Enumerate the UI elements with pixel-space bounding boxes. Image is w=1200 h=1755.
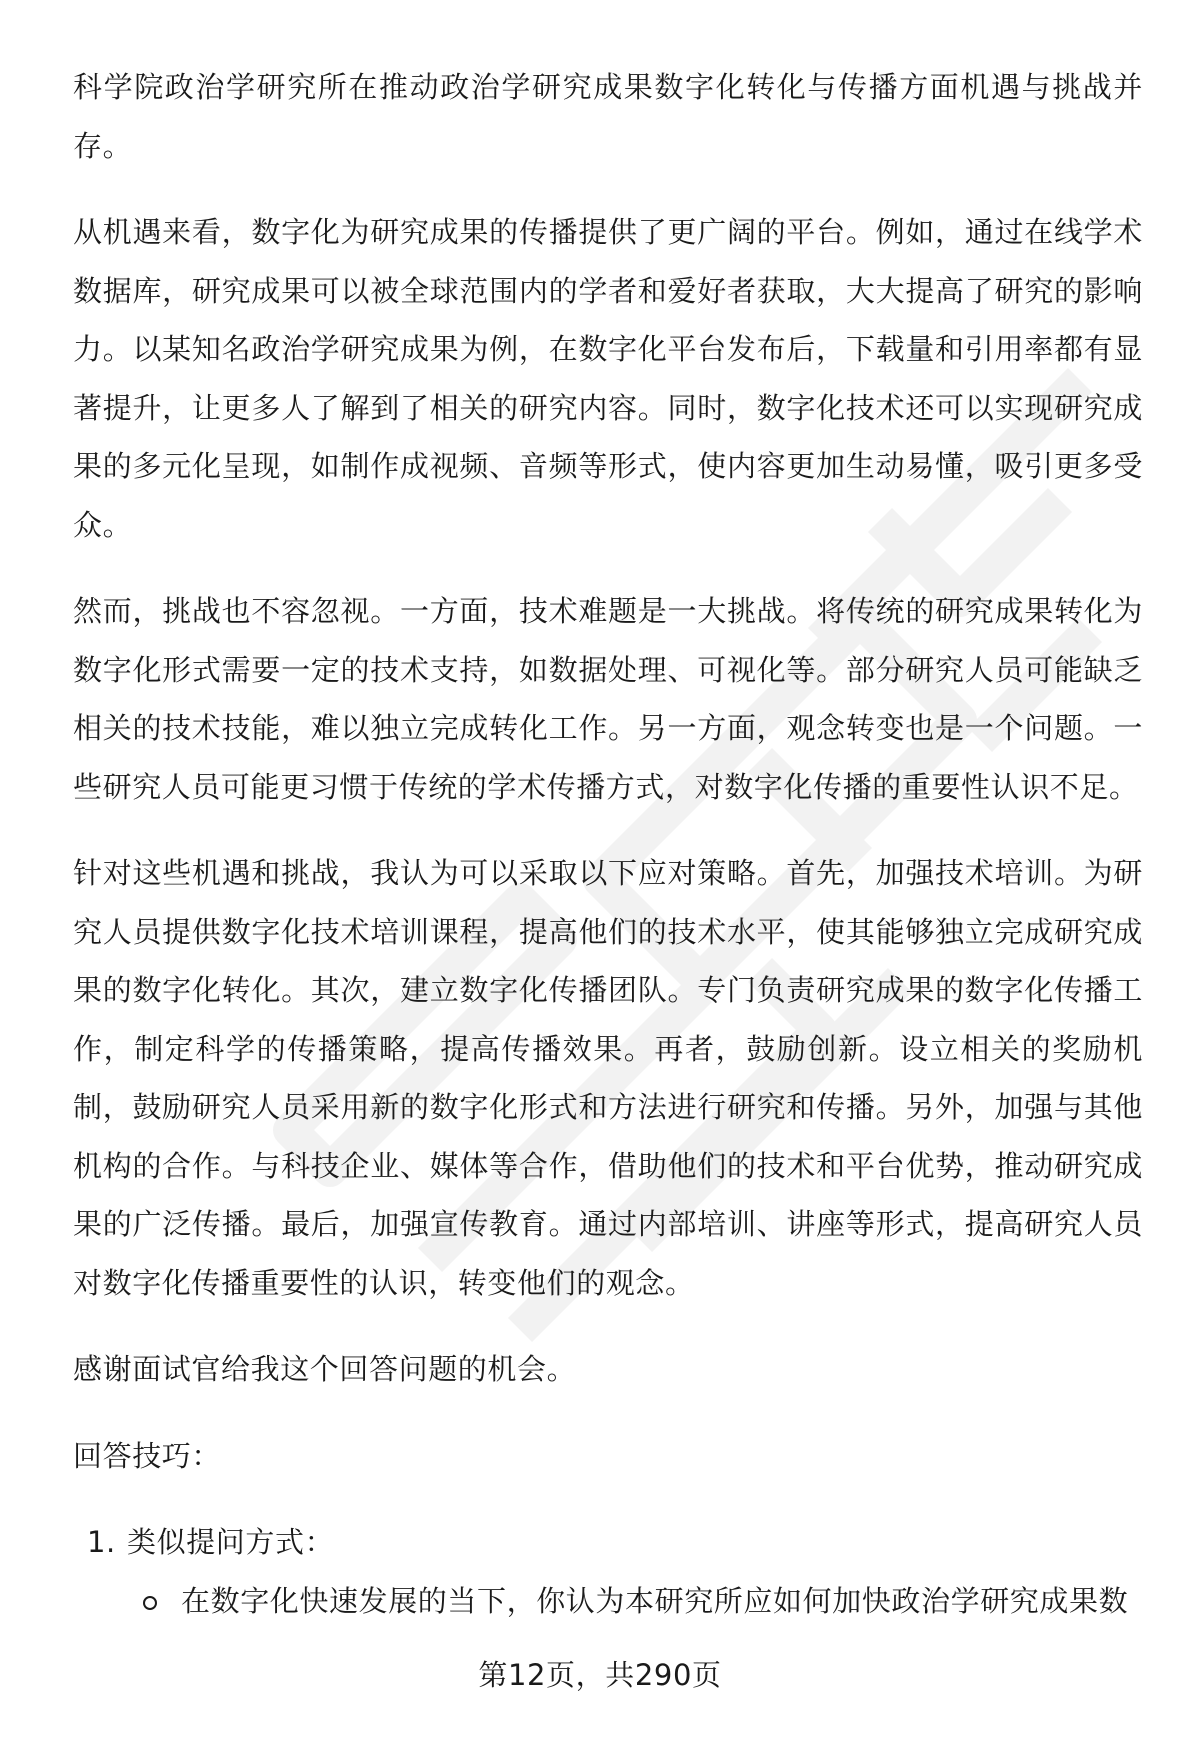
list-item: [73, 1513, 1143, 1630]
list-item-label: 类似提问方式：: [127, 1525, 335, 1559]
paragraph-challenges: 然而，挑战也不容忽视。一方面，技术难题是一大挑战。将传统的研究成果转化为数字化形式需要一定的技术支持，如数据处理、可视化等。部分研究人员可能缺乏相关的技术技能，难以独立完成转化工作。另一方面，观念转变也是一个问题。一些研究人员可能更习惯于传统的学术传播方式，对数字化传播的重要性认识不足。: [73, 594, 1143, 804]
sub-list-item-text: 在数字化快速发展的当下，你认为本研究所应如何加快政治学研究成果数: [181, 1583, 1129, 1618]
sub-list: [127, 1572, 1143, 1631]
hollow-circle-bullet-icon: [143, 1596, 157, 1610]
paragraph-intro: 科学院政治学研究所在推动政治学研究成果数字化转化与传播方面机遇与挑战并存。: [73, 70, 1143, 163]
document-body: [73, 58, 1143, 1630]
paragraph-opportunities: 从机遇来看，数字化为研究成果的传播提供了更广阔的平台。例如，通过在线学术数据库，研究成果可以被全球范围内的学者和爱好者获取，大大提高了研究的影响力。以某知名政治学研究成果为例，在数字化平台发布后，下载量和引用率都有显著提升，让更多人了解到了相关的研究内容。同时，数字化技术还可以实现研究成果的多元化呈现，如制作成视频、音频等形式，使内容更加生动易懂，吸引更多受众。: [73, 215, 1143, 542]
page-number-footer: 第12页，共290页: [478, 1658, 722, 1692]
sub-list-item: [127, 1572, 1143, 1631]
tips-list: [73, 1513, 1143, 1630]
list-item-number: 1.: [87, 1525, 116, 1559]
section-heading-answer-tips: 回答技巧：: [73, 1438, 222, 1473]
paragraph-strategies: 针对这些机遇和挑战，我认为可以采取以下应对策略。首先，加强技术培训。为研究人员提供数字化技术培训课程，提高他们的技术水平，使其能够独立完成研究成果的数字化转化。其次，建立数字化传播团队。专门负责研究成果的数字化传播工作，制定科学的传播策略，提高传播效果。再者，鼓励创新。设立相关的奖励机制，鼓励研究人员采用新的数字化形式和方法进行研究和传播。另外，加强与其他机构的合作。与科技企业、媒体等合作，借助他们的技术和平台优势，推动研究成果的广泛传播。最后，加强宣传教育。通过内部培训、讲座等形式，提高研究人员对数字化传播重要性的认识，转变他们的观念。: [73, 856, 1143, 1300]
paragraph-thanks: 感谢面试官给我这个回答问题的机会。: [73, 1352, 577, 1386]
